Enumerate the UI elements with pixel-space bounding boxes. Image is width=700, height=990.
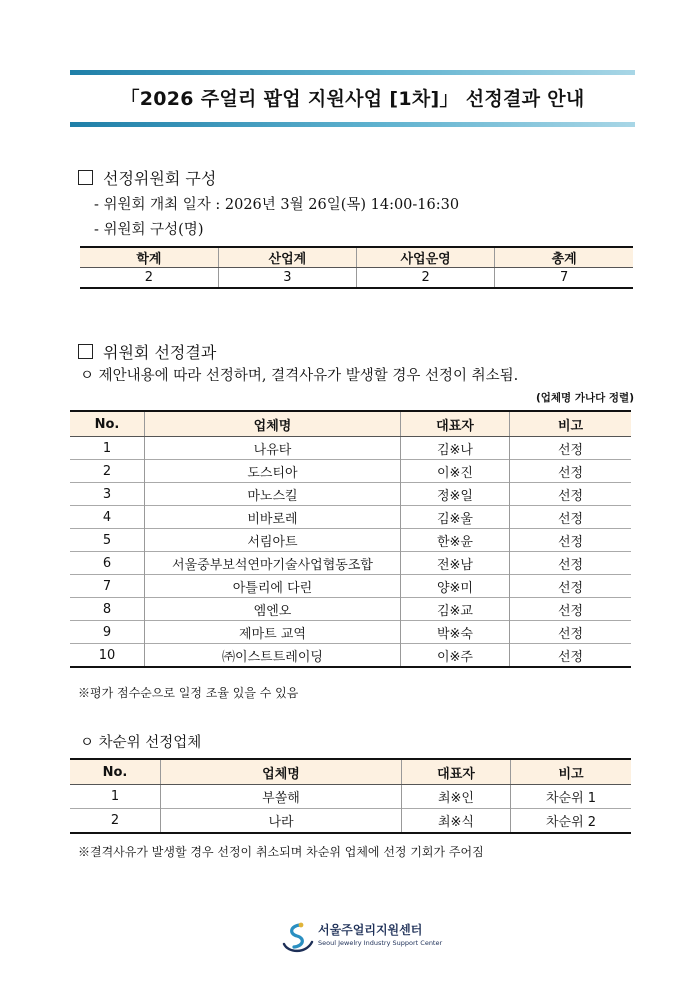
checkbox-square-icon — [78, 170, 93, 185]
company-name: 나라 — [161, 809, 402, 834]
representative: 박※숙 — [401, 621, 510, 644]
row-number: 9 — [70, 621, 145, 644]
column-header: 업체명 — [161, 759, 402, 785]
representative: 정※일 — [401, 483, 510, 506]
title-bar-top — [70, 70, 635, 75]
table-row — [70, 437, 631, 460]
column-header: 산업계 — [218, 247, 356, 268]
table-row — [70, 483, 631, 506]
table-cell: 2 — [80, 268, 218, 289]
results-intro: ㅇ 제안내용에 따라 선정하며, 결격사유가 발생할 경우 선정이 취소됨. — [80, 368, 519, 384]
organization-logo — [280, 918, 443, 958]
representative: 김※교 — [401, 598, 510, 621]
sort-order-note: (업체명 가나다 정렬) — [535, 392, 634, 404]
remark: 선정 — [510, 598, 632, 621]
company-name: ㈜이스트트레이딩 — [145, 644, 401, 668]
row-number: 3 — [70, 483, 145, 506]
row-number: 6 — [70, 552, 145, 575]
column-header: No. — [70, 759, 161, 785]
company-name: 나유타 — [145, 437, 401, 460]
remark: 선정 — [510, 552, 632, 575]
committee-table — [80, 246, 633, 289]
row-number: 1 — [70, 437, 145, 460]
column-header: 총계 — [495, 247, 633, 268]
column-header: 대표자 — [401, 411, 510, 437]
logo-name: 서울주얼리지원센터 — [318, 923, 423, 937]
document-title: 「2026 주얼리 팝업 지원사업 [1차]」 선정결과 안내 — [120, 88, 585, 110]
committee-header-row — [80, 247, 633, 268]
substitutes-footnote: ※결격사유가 발생할 경우 선정이 취소되며 차순위 업체에 선정 기회가 주어짐 — [78, 845, 484, 859]
representative: 최※식 — [402, 809, 511, 834]
results-heading-text: 위원회 선정결과 — [103, 343, 217, 362]
remark: 차순위 2 — [511, 809, 632, 834]
table-row — [70, 644, 631, 668]
company-name: 아틀리에 다린 — [145, 575, 401, 598]
table-row — [70, 575, 631, 598]
column-header: 학계 — [80, 247, 218, 268]
table-cell: 3 — [218, 268, 356, 289]
table-row — [70, 552, 631, 575]
remark: 선정 — [510, 437, 632, 460]
company-name: 엠엔오 — [145, 598, 401, 621]
table-row — [70, 785, 631, 809]
meeting-date-line: - 위원회 개최 일자 : 2026년 3월 26일(목) 14:00-16:30 — [94, 197, 460, 213]
representative: 김※울 — [401, 506, 510, 529]
committee-heading — [78, 166, 216, 189]
representative: 이※진 — [401, 460, 510, 483]
company-name: 마노스킬 — [145, 483, 401, 506]
company-name: 제마트 교역 — [145, 621, 401, 644]
representative: 전※남 — [401, 552, 510, 575]
substitutes-table — [70, 758, 631, 834]
table-cell: 2 — [357, 268, 495, 289]
remark: 선정 — [510, 575, 632, 598]
remark: 차순위 1 — [511, 785, 632, 809]
results-footnote: ※평가 점수순으로 일정 조율 있을 수 있음 — [78, 686, 299, 700]
table-row — [70, 506, 631, 529]
table-cell: 7 — [495, 268, 633, 289]
company-name: 비바로레 — [145, 506, 401, 529]
row-number: 8 — [70, 598, 145, 621]
column-header: 사업운영 — [357, 247, 495, 268]
remark: 선정 — [510, 460, 632, 483]
column-header: No. — [70, 411, 145, 437]
table-row — [70, 529, 631, 552]
title-bar-bottom — [70, 122, 635, 127]
row-number: 4 — [70, 506, 145, 529]
substitutes-heading: ㅇ 차순위 선정업체 — [80, 735, 202, 751]
row-number: 1 — [70, 785, 161, 809]
remark: 선정 — [510, 621, 632, 644]
row-number: 5 — [70, 529, 145, 552]
representative: 한※윤 — [401, 529, 510, 552]
representative: 김※나 — [401, 437, 510, 460]
table-row — [70, 809, 631, 834]
column-header: 대표자 — [402, 759, 511, 785]
committee-value-row — [80, 268, 633, 289]
company-name: 서림아트 — [145, 529, 401, 552]
representative: 최※인 — [402, 785, 511, 809]
composition-line: - 위원회 구성(명) — [94, 222, 204, 238]
company-name: 부쏠해 — [161, 785, 402, 809]
substitutes-header-row — [70, 759, 631, 785]
committee-heading-text: 선정위원회 구성 — [103, 169, 217, 188]
jewel-swirl-icon — [280, 920, 316, 956]
representative: 이※주 — [401, 644, 510, 668]
selection-header-row — [70, 411, 631, 437]
checkbox-square-icon — [78, 344, 93, 359]
row-number: 7 — [70, 575, 145, 598]
column-header: 비고 — [511, 759, 632, 785]
table-row — [70, 598, 631, 621]
column-header: 비고 — [510, 411, 632, 437]
results-heading — [78, 340, 216, 363]
selection-table — [70, 410, 631, 668]
logo-subtitle: Seoul Jewelry Industry Support Center — [318, 939, 443, 947]
table-row — [70, 621, 631, 644]
remark: 선정 — [510, 483, 632, 506]
column-header: 업체명 — [145, 411, 401, 437]
row-number: 10 — [70, 644, 145, 668]
row-number: 2 — [70, 460, 145, 483]
remark: 선정 — [510, 529, 632, 552]
company-name: 도스티아 — [145, 460, 401, 483]
remark: 선정 — [510, 644, 632, 668]
table-row — [70, 460, 631, 483]
company-name: 서울중부보석연마기술사업협동조합 — [145, 552, 401, 575]
row-number: 2 — [70, 809, 161, 834]
representative: 양※미 — [401, 575, 510, 598]
remark: 선정 — [510, 506, 632, 529]
